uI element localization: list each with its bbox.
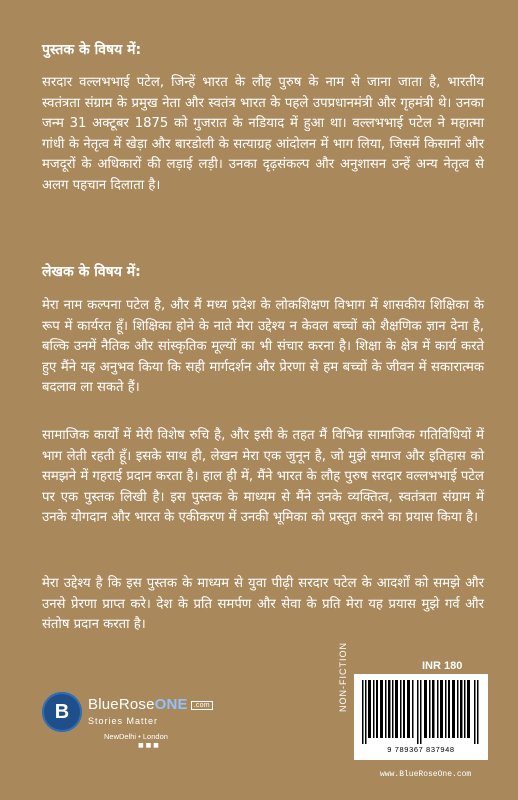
isbn-number: 9 789367 837948 xyxy=(387,745,455,754)
publisher-logo xyxy=(42,688,242,748)
publisher-name-part1: BlueRose xyxy=(88,696,155,713)
publisher-name-part2: ONE xyxy=(154,696,188,713)
flag-icons: ■ ■ ■ xyxy=(138,742,159,749)
about-book-paragraph: सरदार वल्लभभाई पटेल, जिन्हें भारत के लौह पुरुष के नाम से जाना जाता है, भारतीय स्वतंत्रता संग्राम के प्रमुख नेता और स्वतंत्र भारत के पहले उपप्रधानमंत्री और गृहमंत्री थे। उनका जन्म 31 अक्टूबर 1875 को गुजरात के नडियाद में हुआ था। वल्लभभाई पटेल ने महात्मा गांधी के नेतृत्व में खेड़ा और बारडोली के सत्याग्रह आंदोलन में भाग लिया, जिसमें किसानों और मजदूरों के अधिकारों की लड़ाई लड़ी। उनका दृढ़संकल्प और अनुशासन उन्हें अन्य नेतृत्व से अलग पहचान दिलाता है। xyxy=(42,75,484,193)
about-author-heading: लेखक के विषय में: xyxy=(42,264,141,280)
publisher-website: www.BlueRoseOne.com xyxy=(380,770,472,779)
publisher-name xyxy=(88,696,213,713)
barcode-icon xyxy=(362,680,480,744)
publisher-cities: NewDelhi • London xyxy=(104,732,168,741)
about-author-paragraph-2: सामाजिक कार्यों में मेरी विशेष रुचि है, और इसी के तहत मैं विभिन्न सामाजिक गतिविधियों में भाग लेती रहती हूँ। इसके साथ ही, लेखन मेरा एक जुनून है, जो मुझे समाज और इतिहास को समझने में गहराई प्रदान करता है। हाल ही में, मैंने भारत के लौह पुरुष सरदार वल्लभभाई पटेल पर एक पुस्तक लिखी है। इस पुस्तक के माध्यम से मैंने उनके व्यक्तित्व, स्वतंत्रता संग्राम में उनके योगदान और भारत के एकीकरण में उनकी भूमिका को प्रस्तुत करने का प्रयास किया है। xyxy=(42,428,484,526)
about-author-paragraph-3: मेरा उद्देश्य है कि इस पुस्तक के माध्यम से युवा पीढ़ी सरदार पटेल के आदर्शों को समझे और उनसे प्रेरणा प्राप्त करे। देश के प्रति समर्पण और सेवा के प्रति मेरा यह प्रयास मुझे गर्व और संतोष प्रदान करता है। xyxy=(42,576,484,633)
barcode xyxy=(354,674,488,760)
price-label: INR 180 xyxy=(422,660,463,672)
genre-label: NON-FICTION xyxy=(338,642,348,712)
about-author-paragraph-1: मेरा नाम कल्पना पटेल है, और मैं मध्य प्रदेश के लोकशिक्षण विभाग में शासकीय शिक्षिका के रूप में कार्यरत हूँ। शिक्षिका होने के नाते मेरा उद्देश्य न केवल बच्चों को शैक्षणिक ज्ञान देना है, बल्कि उनमें नैतिक और सांस्कृतिक मूल्यों का भी संचार करना है। शिक्षा के क्षेत्र में कार्य करते हुए मैंने यह अनुभव किया कि सही मार्गदर्शन और प्रेरणा से हम बच्चों के जीवन में सकारात्मक बदलाव ला सकते हैं। xyxy=(42,298,484,396)
publisher-slogan: Stories Matter xyxy=(88,716,159,726)
publisher-name-tag: .com xyxy=(191,701,213,710)
publisher-logo-letter: B xyxy=(54,701,70,723)
publisher-logo-icon xyxy=(42,692,82,732)
about-book-heading: पुस्तक के विषय में: xyxy=(42,42,142,58)
